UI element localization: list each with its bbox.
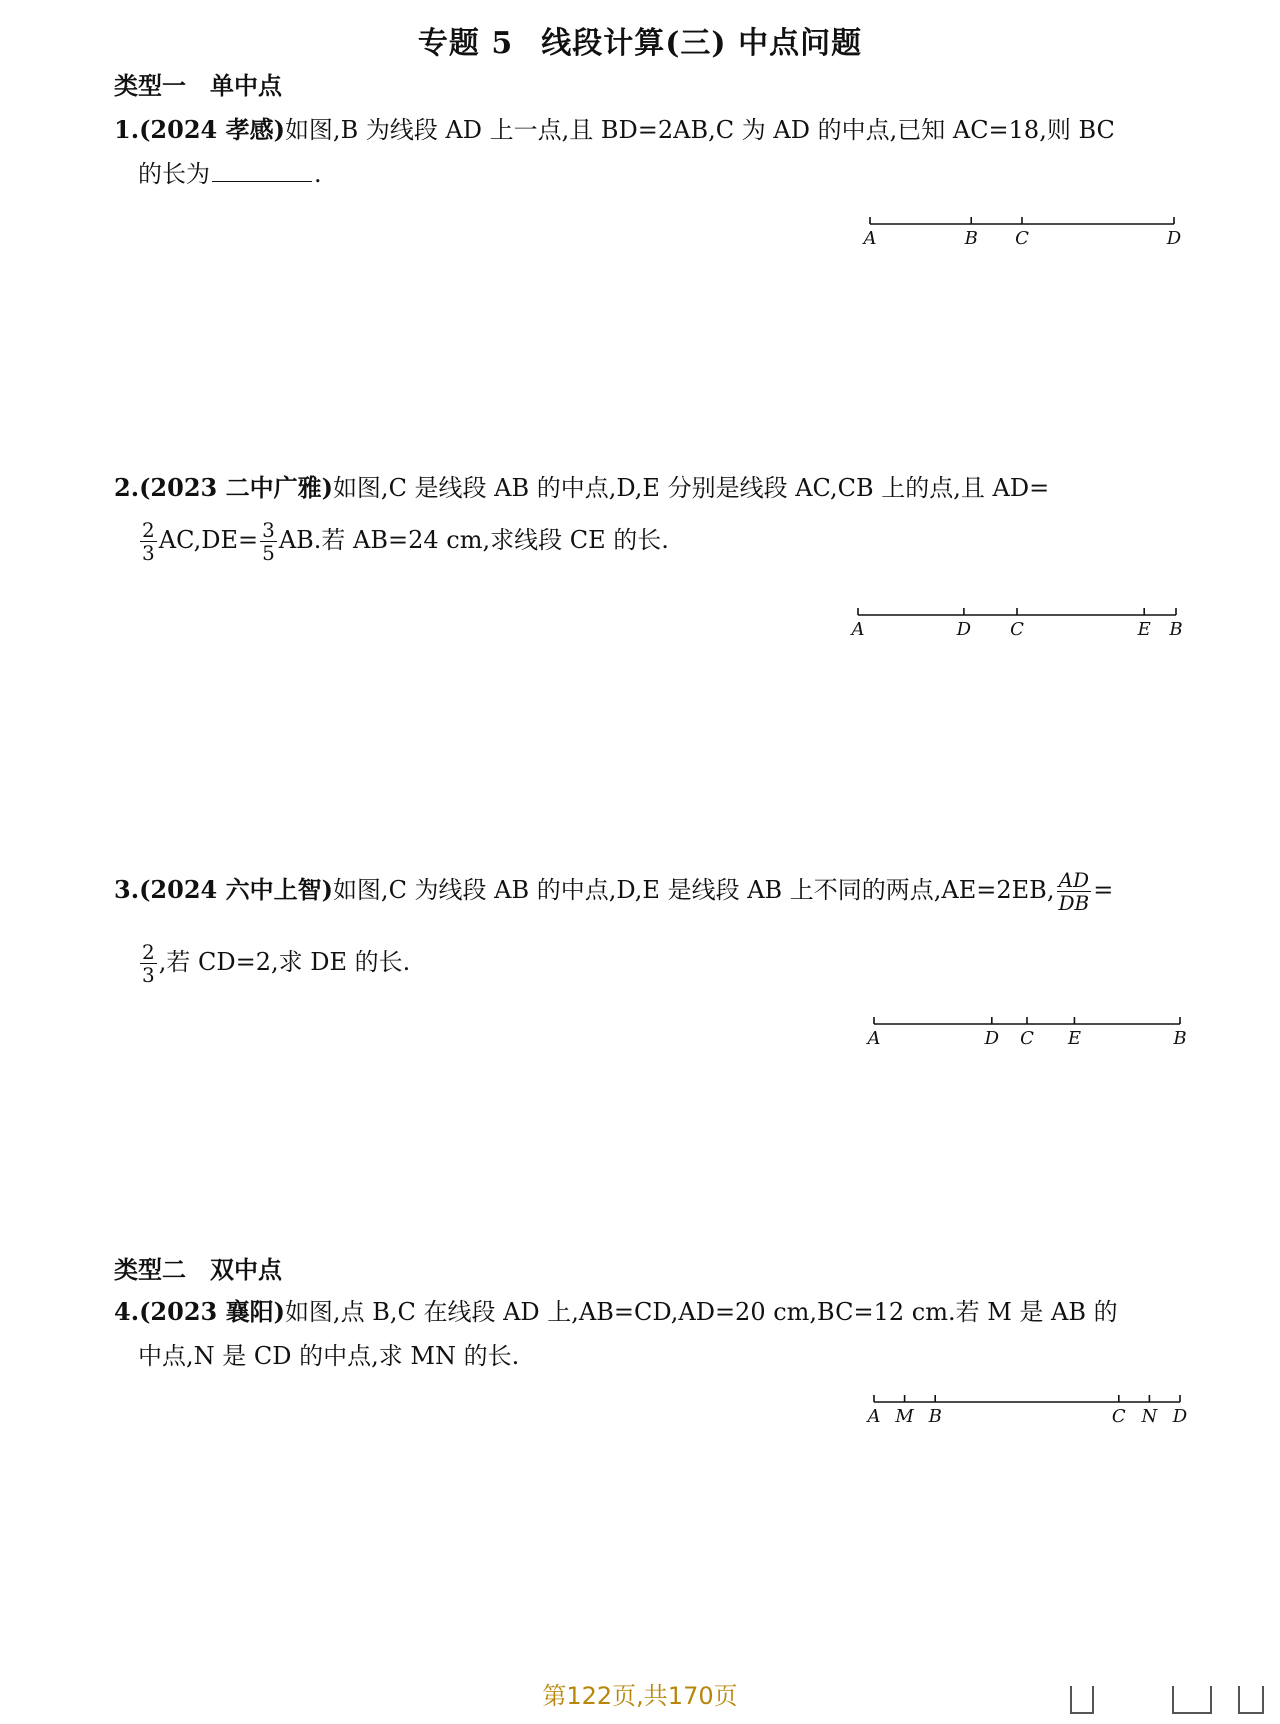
point-label-C: C	[1020, 1028, 1034, 1049]
fraction	[1056, 869, 1091, 914]
problem-text: 如图,B 为线段 AD 上一点,且 BD=2AB,C 为 AD 的中点,已知 AC=18,则 BC	[284, 116, 1115, 144]
problem-source: (2023 二中广雅)	[139, 473, 333, 502]
segment-svg	[860, 210, 1184, 254]
problem-4	[114, 1290, 1184, 1378]
problem-source: (2023 襄阳)	[139, 1297, 285, 1326]
problem-2	[114, 466, 1184, 564]
point-label-C: C	[1010, 619, 1024, 640]
section-label: 类型一	[114, 72, 186, 100]
point-label-D: D	[1166, 228, 1182, 249]
point-label-E: E	[1137, 619, 1151, 640]
segment-svg	[864, 1388, 1190, 1432]
fraction-numerator: 3	[262, 518, 275, 542]
point-label-C: C	[1015, 228, 1029, 249]
point-label-M: M	[895, 1406, 914, 1427]
point-label-B: B	[1173, 1028, 1187, 1049]
problem-text: 中点,N 是 CD 的中点,求 MN 的长.	[138, 1342, 520, 1370]
section-name: 单中点	[210, 72, 282, 100]
segment-svg	[848, 601, 1186, 645]
problem-1	[114, 108, 1184, 196]
point-label-A: A	[863, 228, 877, 249]
point-label-E: E	[1067, 1028, 1082, 1049]
section-heading-2	[114, 1250, 282, 1285]
point-label-D: D	[956, 619, 972, 640]
point-label-B: B	[928, 1406, 942, 1427]
viewer-toolbar-icons	[1052, 1686, 1272, 1716]
point-label-C: C	[1111, 1406, 1126, 1427]
problem-text: ,若 CD=2,求 DE 的长.	[158, 948, 411, 976]
fraction-denominator: 3	[142, 541, 155, 565]
fraction-denominator: 5	[262, 541, 275, 565]
segment-svg	[864, 1010, 1190, 1054]
section-heading-1	[114, 66, 282, 101]
fraction-denominator: 3	[142, 963, 155, 987]
problem-text: 如图,C 是线段 AB 的中点,D,E 分别是线段 AC,CB 上的点,且 AD=	[332, 474, 1050, 502]
title-topic-name: 线段计算(三) 中点问题	[541, 26, 863, 61]
section-name: 双中点	[210, 1256, 282, 1284]
problem-text: AC,DE=	[158, 526, 259, 554]
point-label-D: D	[984, 1028, 1000, 1049]
problem-number: 4.	[114, 1297, 140, 1326]
problem-source: (2024 六中上智)	[139, 875, 333, 904]
fraction-numerator: AD	[1058, 868, 1090, 892]
problem-3	[114, 868, 1184, 986]
problem-text: =	[1093, 876, 1114, 904]
segment-diagram-2	[848, 601, 1186, 645]
fraction	[260, 519, 277, 564]
segment-diagram-1	[860, 210, 1184, 254]
problem-number: 2.	[114, 473, 140, 502]
single-page-icon[interactable]	[1172, 1686, 1212, 1714]
fraction	[140, 941, 157, 986]
page-indicator: 第122页,共170页	[542, 1682, 738, 1710]
point-label-D: D	[1172, 1406, 1188, 1427]
point-label-A: A	[851, 619, 865, 640]
problem-number: 1.	[114, 115, 140, 144]
point-label-A: A	[867, 1406, 881, 1427]
problem-source: (2024 孝感)	[139, 115, 285, 144]
segment-diagram-4	[864, 1388, 1190, 1432]
point-label-A: A	[867, 1028, 881, 1049]
problem-number: 3.	[114, 875, 140, 904]
point-label-B: B	[1169, 619, 1183, 640]
problem-text: 如图,C 为线段 AB 的中点,D,E 是线段 AB 上不同的两点,AE=2EB,	[332, 876, 1055, 904]
fraction-numerator: 2	[142, 518, 155, 542]
section-label: 类型二	[114, 1256, 186, 1284]
problem-text: AB.若 AB=24 cm,求线段 CE 的长.	[278, 526, 669, 554]
point-label-B: B	[964, 228, 978, 249]
problem-text: 的长为	[138, 160, 210, 188]
fraction	[140, 519, 157, 564]
problem-text: .	[314, 160, 322, 188]
fraction-numerator: 2	[142, 940, 155, 964]
title-topic-number: 专题 5	[417, 26, 514, 61]
menu-icon[interactable]	[1238, 1686, 1264, 1714]
point-label-N: N	[1141, 1406, 1158, 1427]
answer-blank[interactable]	[212, 157, 312, 182]
problem-text: 如图,点 B,C 在线段 AD 上,AB=CD,AD=20 cm,BC=12 cm.若 M 是 AB 的	[284, 1298, 1118, 1326]
segment-diagram-3	[864, 1010, 1190, 1054]
page-title	[0, 18, 1280, 62]
fraction-denominator: DB	[1058, 891, 1090, 915]
fit-width-icon[interactable]	[1070, 1686, 1094, 1714]
